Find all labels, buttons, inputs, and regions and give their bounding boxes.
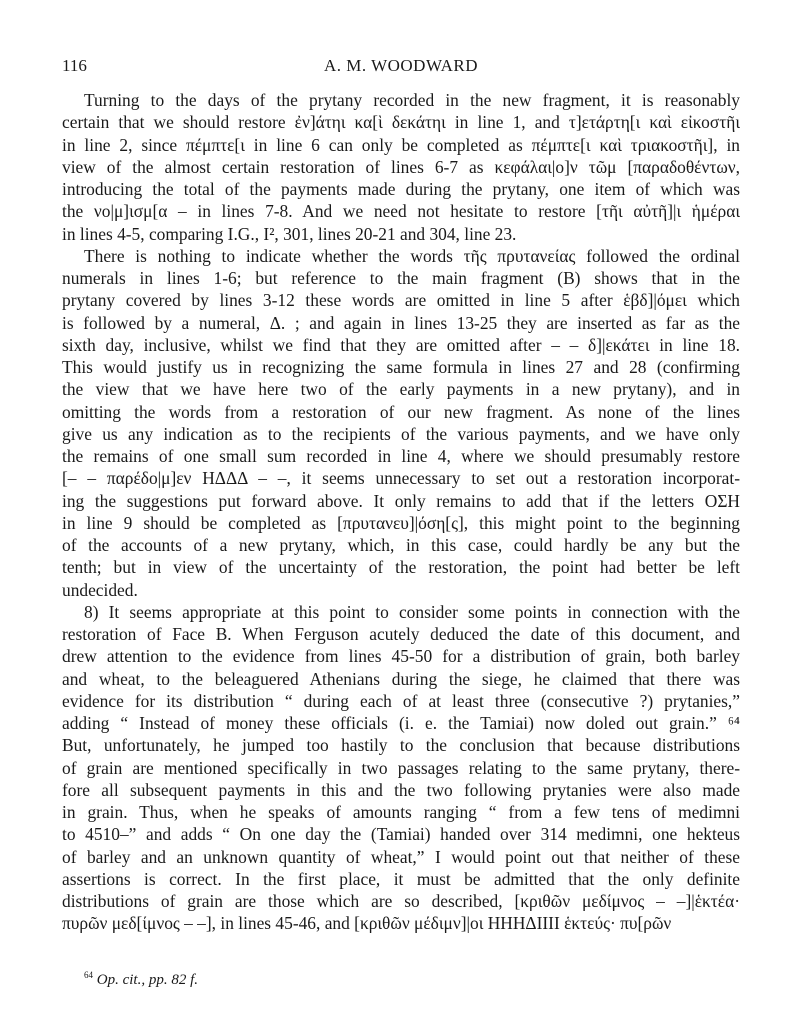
footnote [84,970,198,989]
text-line: is followed by a numeral, Δ. ; and again in lines 13-25 they are inserted as far as the [62,312,740,333]
text-line: ing the suggestions put forward above. It only remains to add that if the letters ΟΣΗ [62,490,740,511]
text-line: the remains of one small sum recorded in line 4, where we should presumably restore [62,446,740,466]
text-line: [– – παρέδο|μ]εν ΗΔΔΔ – –, it seems unnecessary to set out a restoration incorporat- [62,468,740,489]
text-line: 8) It seems appropriate at this point to consider some points in connection with the [84,601,740,622]
text-line: restoration of Face B. When Ferguson acutely deduced the date of this document, and [62,624,740,644]
text-line: evidence for its distribution “ during each of at least three (consecutive ?) prytanies,” [62,690,740,711]
text-line: numerals in lines 1-6; but reference to the main fragment (B) shows that in the [62,268,740,288]
text-line: distributions of grain are those which are so described, [κριθῶν μεδίμνος – –]|ἑκτέα· [62,891,740,911]
text-line: Turning to the days of the prytany recorded in the new fragment, it is reasonably [84,90,740,110]
text-line: the νο|μ]ισμ[α – in lines 7-8. And we need not hesitate to restore [τῆι αὐτῆ]|ι ἡμέραι [62,201,740,222]
text-line: of grain are mentioned specifically in two passages relating to the same prytany, there- [62,757,740,778]
text-line: omitting the words from a restoration of our new fragment. As none of the lines [62,401,740,422]
text-line: of barley and an unknown quantity of wheat,” I would point out that neither of these [62,846,740,867]
text-line: There is nothing to indicate whether the words τῆς πρυτανείας followed the ordinal [84,245,740,266]
footnote-text: Op. cit., pp. 82 f. [96,972,198,988]
text-line: fore all subsequent payments in this and the two following prytanies were also made [62,779,740,800]
text-line: tenth; but in view of the uncertainty of the restoration, the point had better be left [62,557,740,578]
text-line: give us any indication as to the recipients of the various payments, and we have only [62,423,740,444]
text-line: and wheat, to the beleaguered Athenians during the siege, he claimed that there was [62,668,740,689]
paragraph [62,89,740,245]
paragraph [62,245,740,601]
text-line: drew attention to the evidence from lines 45-50 for a distribution of grain, both barley [62,646,740,667]
text-line: prytany covered by lines 3-12 these words are omitted in line 5 after ἑβδ]|όμει which [62,290,740,311]
text-line: certain that we should restore ἐν]άτηι κα[ὶ δεκάτηι in line 1, and τ]ετάρτη[ι καὶ εἰκοστῆι [62,112,740,133]
text-line: of the accounts of a new prytany, which, in this case, could hardly be any but the [62,535,740,555]
text-line: introducing the total of the payments made during the prytany, one item of which was [62,179,740,199]
text-line: But, unfortunately, he jumped too hastily to the conclusion that because distributions [62,735,740,756]
text-line: sixth day, inclusive, whilst we find that they are omitted after – – δ]|εκάτει in line 18. [62,334,740,355]
text-line: adding “ Instead of money these officials (i. e. the Tamiai) now doled out grain.” ⁶⁴ [62,713,740,733]
text-line: in grain. Thus, when he speaks of amounts ranging “ from a few tens of medimni [62,802,740,822]
body-text [62,89,740,935]
text-line: undecided. [62,579,138,600]
text-line: in line 9 should be completed as [πρυτανευ]|όση[ς], this might point to the beginning [62,512,740,533]
text-line: in line 2, since πέμπτε[ι in line 6 can only be completed as πέμπτε[ι καὶ τριακοστῆι], in [62,134,740,155]
text-line: to 4510–” and adds “ On one day the (Tamiai) handed over 314 medimni, one hekteus [62,824,740,845]
page-number: 116 [62,56,87,75]
text-line: This would justify us in recognizing the same formula in lines 27 and 28 (confirming [62,357,740,377]
text-line: πυρῶν μεδ[ίμνος – –], in lines 45-46, and [κριθῶν μέδιμν]|οι ΗΗΗΔΙΙΙΙ ἑκτεύς· πυ[ρῶν [62,913,672,934]
text-line: in lines 4-5, comparing I.G., I², 301, lines 20-21 and 304, line 23. [62,223,517,244]
page-header [62,56,740,78]
running-head: A. M. WOODWARD [323,56,478,75]
text-line: view of the almost certain restoration of lines 6-7 as κεφάλαι|ο]ν τῶμ [παραδοθέντων, [62,156,740,177]
text-line: assertions is correct. In the first place, it must be admitted that the only definite [62,868,740,889]
paragraph [62,601,740,935]
footnote-number: 64 [84,970,93,980]
text-line: the view that we have here two of the early payments in a new prytany), and in [62,379,740,400]
